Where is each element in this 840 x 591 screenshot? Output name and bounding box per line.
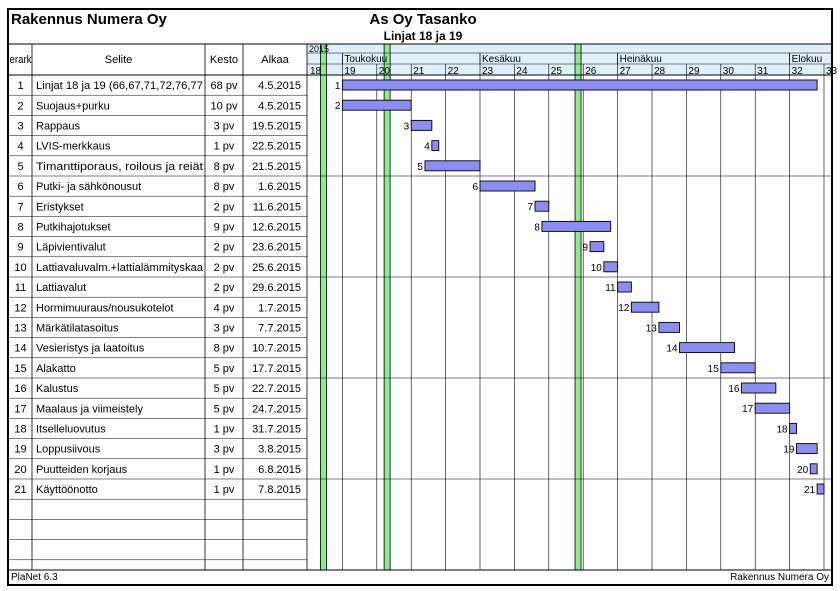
task-bar: [411, 120, 432, 130]
task-name: Putki- ja sähkönousut: [36, 181, 142, 194]
footer-company: Rakennus Numera Oy: [730, 572, 829, 583]
task-name: Vesieristys ja laatoitus: [36, 342, 145, 355]
task-bar: [755, 403, 789, 413]
week-label: 21: [413, 66, 425, 77]
task-bar-label: 5: [417, 161, 423, 173]
task-bar-label: 6: [472, 182, 478, 193]
task-duration: 8 pv: [213, 342, 235, 355]
task-bar-label: 4: [424, 141, 430, 153]
project-subtitle: Linjat 18 ja 19: [383, 29, 463, 43]
task-name: Suojaus+purku: [36, 100, 110, 113]
task-bar-label: 14: [666, 343, 678, 355]
task-bar: [425, 161, 480, 171]
task-name: Käyttöönotto: [36, 484, 98, 497]
project-title: As Oy Tasanko: [369, 11, 477, 28]
week-label: 20: [378, 66, 390, 77]
task-id: 12: [14, 302, 27, 315]
task-start: 19.5.2015: [252, 120, 301, 133]
task-bar: [817, 484, 824, 494]
task-duration: 9 pv: [213, 221, 235, 234]
task-id: 20: [14, 463, 27, 476]
task-bar: [342, 100, 411, 110]
task-name: Itselleluovutus: [36, 423, 106, 436]
task-start: 12.6.2015: [252, 221, 301, 234]
task-name: Alakatto: [36, 362, 76, 375]
task-start: 4.5.2015: [258, 80, 301, 93]
week-label: 22: [447, 66, 459, 77]
task-duration: 3 pv: [213, 443, 235, 456]
task-id: 16: [14, 383, 27, 396]
task-duration: 5 pv: [213, 383, 235, 396]
task-duration: 1 pv: [213, 140, 235, 153]
task-start: 31.7.2015: [252, 423, 301, 436]
week-label: 32: [791, 66, 803, 77]
task-bar: [790, 423, 797, 433]
milestone-line-2: [384, 44, 390, 570]
task-bar-label: 8: [534, 222, 540, 234]
task-name: Puutteiden korjaus: [36, 463, 128, 476]
task-id: 17: [14, 403, 27, 416]
task-bar-label: 21: [803, 485, 816, 496]
task-bar-label: 9: [582, 242, 589, 254]
task-id: 10: [14, 261, 27, 274]
task-start: 22.7.2015: [252, 383, 301, 396]
task-duration: 2 pv: [213, 282, 235, 295]
task-bar-label: 12: [618, 303, 630, 315]
task-duration: 8 pv: [213, 160, 235, 173]
task-bar-label: 15: [707, 363, 719, 375]
task-name: Hormimuuraus/nousukotelot: [36, 302, 174, 315]
footer-software: PlaNet 6.3: [11, 572, 58, 583]
column-header-3: Kesto: [209, 54, 239, 66]
week-label: 27: [619, 66, 631, 77]
task-id: 11: [14, 282, 27, 295]
task-bar: [480, 181, 535, 191]
task-bar-label: 17: [742, 404, 754, 416]
task-start: 22.5.2015: [252, 140, 301, 153]
week-label: 30: [722, 66, 734, 77]
task-bar: [721, 363, 755, 373]
week-label: 31: [757, 66, 769, 77]
milestone-line-3: [575, 44, 581, 570]
task-id: 3: [17, 120, 24, 133]
week-label: 28: [654, 66, 666, 77]
task-start: 6.8.2015: [258, 463, 301, 476]
task-bar: [535, 201, 549, 211]
task-start: 17.7.2015: [252, 362, 301, 375]
task-duration: 2 pv: [213, 261, 235, 274]
task-bar-label: 1: [334, 81, 341, 92]
task-start: 23.6.2015: [252, 241, 301, 254]
task-duration: 1 pv: [213, 484, 235, 497]
month-label: Elokuu: [791, 54, 823, 65]
task-name: Eristykset: [36, 201, 84, 214]
task-duration: 1 pv: [213, 423, 235, 436]
task-bar-label: 7: [527, 202, 534, 214]
task-start: 10.7.2015: [252, 342, 301, 355]
task-start: 11.6.2015: [252, 201, 301, 214]
task-id: 4: [17, 140, 24, 153]
task-name: LVIS-merkkaus: [36, 140, 111, 153]
task-bar-label: 20: [797, 464, 809, 476]
task-start: 4.5.2015: [258, 100, 301, 113]
task-start: 1.7.2015: [258, 302, 301, 315]
task-name: Rappaus: [36, 120, 81, 133]
task-name: Putkihajotukset: [36, 221, 111, 234]
week-label: 25: [550, 66, 562, 77]
task-bar-label: 13: [645, 323, 657, 335]
task-name: Loppusiivous: [36, 443, 101, 456]
column-header-4: Alkaa: [261, 54, 289, 66]
task-name: Läpivientivalut: [36, 241, 106, 254]
task-bar-label: 11: [605, 283, 616, 294]
task-bar: [659, 322, 680, 332]
task-id: 15: [14, 362, 27, 375]
task-duration: 68 pv: [210, 80, 238, 93]
week-label: 24: [516, 66, 528, 77]
task-bar-label: 2: [334, 101, 341, 113]
year-label: 2015: [309, 44, 330, 54]
task-id: 2: [17, 100, 24, 113]
task-start: 7.8.2015: [258, 484, 301, 497]
week-label: 26: [585, 66, 597, 77]
column-header-1: erark: [9, 54, 32, 66]
task-bar-label: 18: [776, 424, 788, 436]
task-bar: [810, 464, 817, 474]
task-duration: 2 pv: [213, 241, 235, 254]
task-name: Linjat 18 ja 19 (66,67,71,72,76,77: [36, 80, 203, 93]
task-duration: 5 pv: [213, 362, 235, 375]
column-header-2: Selite: [104, 54, 133, 66]
task-bar: [796, 444, 817, 454]
month-label: Heinäkuu: [619, 54, 662, 65]
task-id: 19: [14, 443, 27, 456]
task-name: Kalustus: [36, 383, 79, 396]
task-duration: 1 pv: [213, 463, 235, 476]
month-label: Kesäkuu: [482, 54, 521, 65]
company-name: Rakennus Numera Oy: [11, 11, 167, 28]
task-name: Lattiavalut: [36, 282, 87, 295]
task-bar: [680, 343, 735, 353]
task-bar-label: 3: [403, 121, 410, 133]
week-label: 33: [826, 66, 838, 77]
task-id: 14: [14, 342, 27, 355]
task-duration: 8 pv: [213, 181, 235, 194]
task-bar: [542, 221, 611, 231]
task-start: 1.6.2015: [258, 181, 301, 194]
task-bar: [590, 242, 604, 252]
task-name: Märkätilatasoitus: [36, 322, 119, 335]
task-bar: [604, 262, 618, 272]
milestone-line-1: [320, 44, 326, 570]
task-start: 7.7.2015: [258, 322, 301, 335]
week-label: 29: [688, 66, 700, 77]
task-duration: 2 pv: [213, 201, 235, 214]
task-bar-label: 16: [728, 384, 740, 395]
task-id: 13: [14, 322, 27, 335]
task-id: 21: [14, 484, 27, 497]
task-start: 25.6.2015: [252, 261, 301, 274]
task-duration: 4 pv: [213, 302, 235, 315]
task-id: 6: [17, 181, 24, 194]
task-id: 8: [17, 221, 24, 234]
task-duration: 3 pv: [213, 322, 235, 335]
task-id: 7: [17, 201, 24, 214]
task-duration: 10 pv: [210, 100, 238, 113]
week-label: 18: [310, 66, 322, 77]
task-name: Maalaus ja viimeistely: [36, 403, 143, 416]
task-start: 3.8.2015: [258, 443, 301, 456]
task-start: 29.6.2015: [252, 282, 301, 295]
task-bar-label: 10: [590, 262, 602, 274]
month-label: Toukokuu: [344, 54, 388, 65]
task-start: 21.5.2015: [252, 160, 301, 173]
task-duration: 3 pv: [213, 120, 235, 133]
week-label: 19: [344, 66, 356, 77]
task-bar-label: 19: [783, 444, 795, 456]
task-bar: [631, 302, 659, 312]
task-bar: [741, 383, 775, 393]
task-duration: 5 pv: [213, 403, 235, 416]
task-id: 5: [17, 160, 24, 173]
task-id: 18: [14, 423, 27, 436]
task-id: 1: [17, 80, 24, 93]
task-name: Lattiavaluvalm.+lattialämmityskaa: [36, 261, 204, 274]
task-bar: [342, 80, 817, 90]
task-bar: [432, 141, 439, 151]
task-start: 24.7.2015: [252, 403, 301, 416]
task-bar: [618, 282, 632, 292]
task-name: Timanttiporaus, roilous ja reiät: [36, 160, 203, 173]
week-label: 23: [482, 66, 494, 77]
task-id: 9: [17, 241, 24, 254]
